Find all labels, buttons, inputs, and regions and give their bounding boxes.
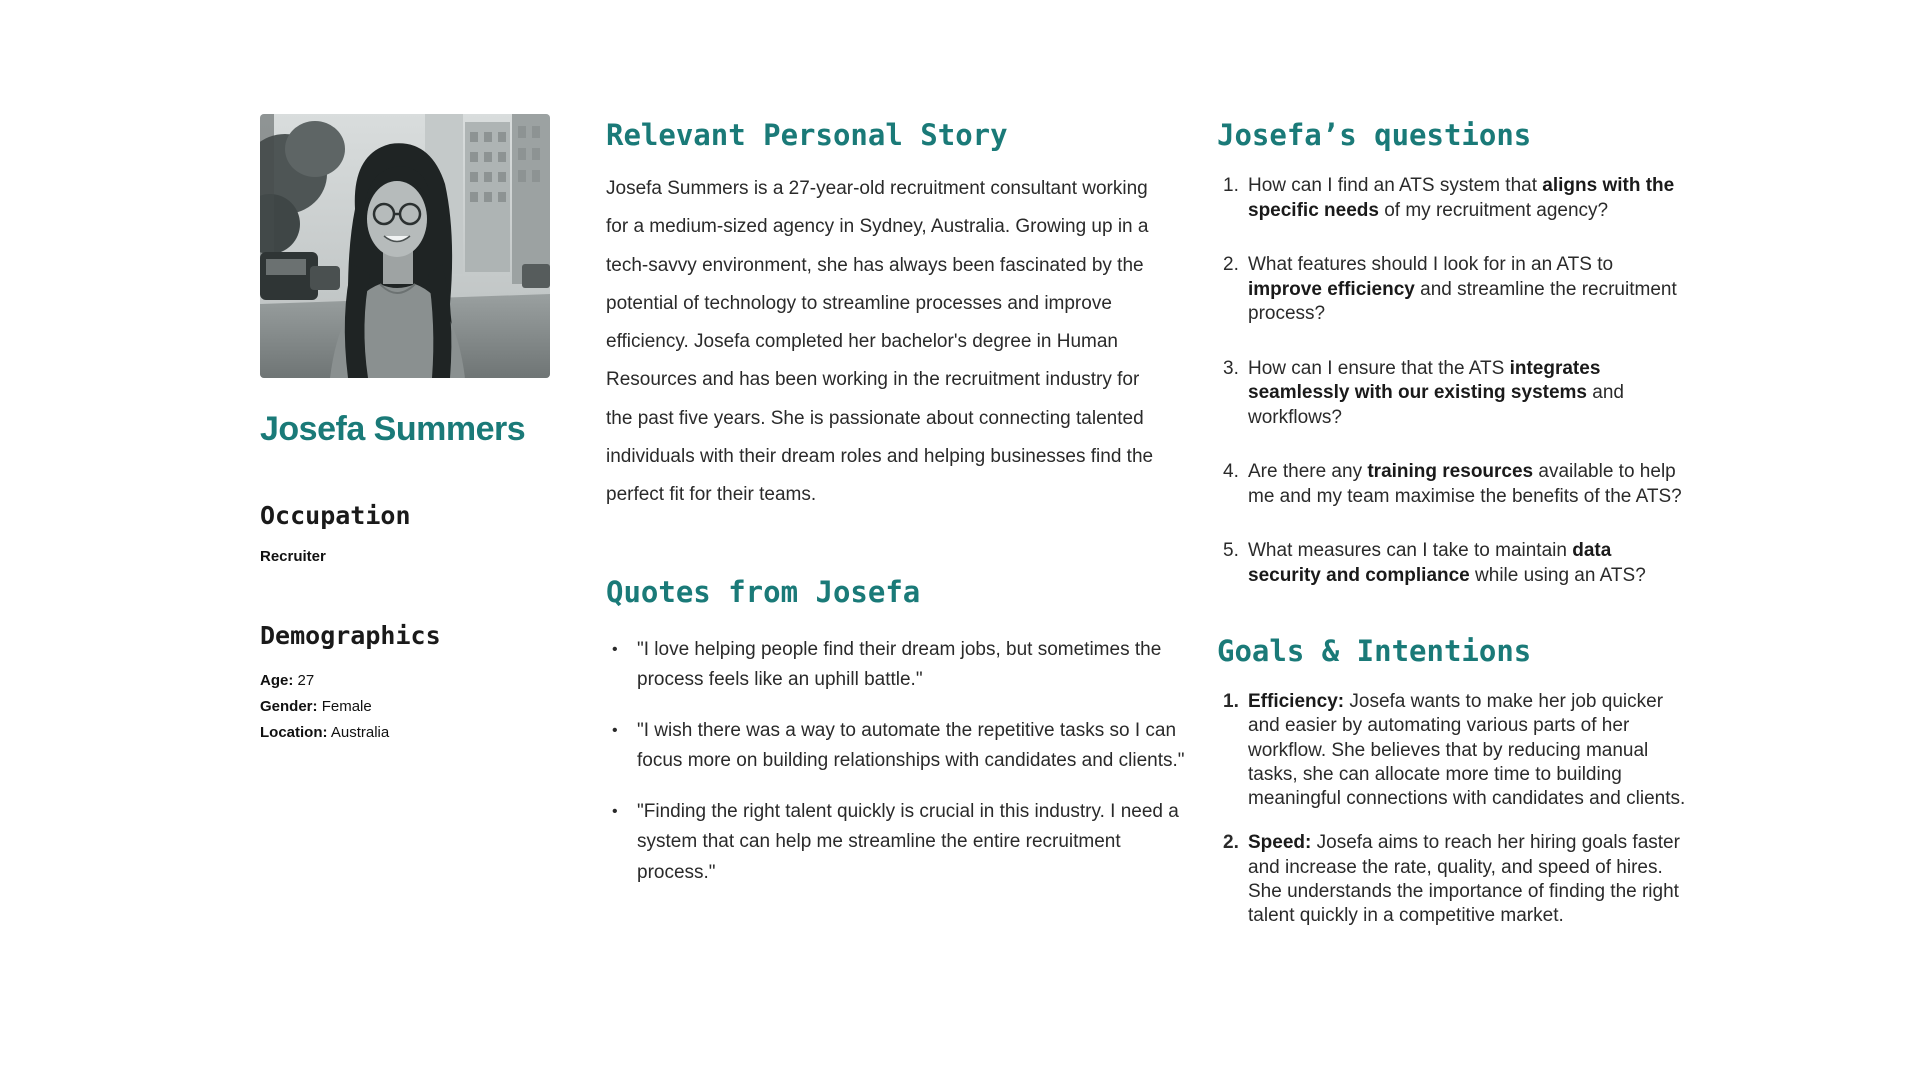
question-number: 3. xyxy=(1223,357,1239,379)
demographic-label: Age: xyxy=(260,672,294,689)
demographics-list xyxy=(260,668,560,746)
question-text: What features should I look for in an ATS to xyxy=(1248,254,1614,275)
demographics-heading: Demographics xyxy=(260,621,441,650)
question-text: available to help me and my team maximise the benefits of the ATS? xyxy=(1248,461,1682,507)
bullet-icon: • xyxy=(612,802,618,820)
question-text: How can I ensure that the ATS xyxy=(1248,357,1510,379)
story-quotes-column xyxy=(606,118,1185,908)
persona-sidebar xyxy=(260,114,560,746)
persona-photo xyxy=(260,114,550,378)
demographic-value: Australia xyxy=(330,724,390,741)
occupation-heading: Occupation xyxy=(260,501,411,530)
quote-item xyxy=(606,716,1197,777)
questions-goals-column xyxy=(1217,118,1687,949)
goal-item xyxy=(1217,831,1688,928)
demographic-location xyxy=(260,720,560,746)
question-number: 2. xyxy=(1223,254,1239,275)
question-emphasis: integrates seamlessly with our existing systems xyxy=(1248,357,1601,403)
quote-item xyxy=(606,797,1197,889)
questions-heading: Josefa’s questions xyxy=(1217,118,1532,152)
question-emphasis: training resources xyxy=(1367,461,1534,482)
question-item xyxy=(1217,174,1688,223)
bullet-icon: • xyxy=(612,721,618,739)
question-text: and workflows? xyxy=(1248,382,1624,428)
demographic-age xyxy=(260,668,560,694)
bullet-icon: • xyxy=(612,640,618,658)
question-item xyxy=(1217,460,1688,509)
question-text: Are there any xyxy=(1248,461,1368,482)
quote-text: "I wish there was a way to automate the repetitive tasks so I can focus more on building relationships with candidates and clients." xyxy=(637,719,1185,772)
quote-text: "Finding the right talent quickly is crucial in this industry. I need a system that can help me streamline the entire recruitment process." xyxy=(637,800,1179,883)
demographic-value: 27 xyxy=(297,672,315,689)
goal-text: Josefa wants to make her job quicker and easier by automating various parts of her workflow. She believes that by reducing manual tasks, she can allocate more time to building meaningful connections with candidates and clients. xyxy=(1248,691,1686,810)
persona-name: Josefa Summers xyxy=(260,410,526,448)
question-item xyxy=(1217,253,1688,327)
question-emphasis: improve efficiency xyxy=(1248,278,1415,300)
question-emphasis: data security and compliance xyxy=(1248,540,1612,586)
question-item xyxy=(1217,539,1688,588)
quotes-heading: Quotes from Josefa xyxy=(606,574,921,609)
question-emphasis: aligns with the specific needs xyxy=(1248,175,1675,221)
question-item xyxy=(1217,357,1688,431)
goal-number: 2. xyxy=(1223,832,1239,854)
question-text: What measures can I take to maintain xyxy=(1248,540,1573,561)
questions-list xyxy=(1217,174,1687,588)
demographic-label: Gender: xyxy=(260,698,318,715)
quote-item xyxy=(606,635,1197,696)
goal-item xyxy=(1217,690,1688,811)
question-text: while using an ATS? xyxy=(1469,564,1646,586)
quote-text: "I love helping people find their dream jobs, but sometimes the process feels like an uphill battle." xyxy=(637,638,1162,691)
question-text: of my recruitment agency? xyxy=(1378,199,1609,221)
question-number: 5. xyxy=(1223,540,1239,561)
story-text: Josefa Summers is a 27-year-old recruitment consultant working for a medium-sized agency in Sydney, Australia. Growing up in a tech-savvy environment, she has always been fascinated by the potential of technology to streamline processes and improve efficiency. Josefa completed her bachelor's degree in Human Resources and has been working in the recruitment industry for the past five years. She is passionate about connecting talented individuals with their dream roles and helping businesses find the perfect fit for their teams. xyxy=(606,178,1154,506)
goal-number: 1. xyxy=(1223,691,1239,712)
question-number: 4. xyxy=(1223,461,1239,482)
demographic-value: Female xyxy=(321,698,372,715)
quotes-list xyxy=(606,635,1185,889)
goals-list xyxy=(1217,690,1687,929)
goal-title: Efficiency: xyxy=(1248,691,1345,712)
occupation-value: Recruiter xyxy=(260,548,326,565)
question-text: How can I find an ATS system that xyxy=(1248,175,1543,196)
goal-title: Speed: xyxy=(1248,832,1312,854)
question-number: 1. xyxy=(1223,175,1239,196)
demographic-gender xyxy=(260,694,560,720)
goal-text: Josefa aims to reach her hiring goals faster and increase the rate, quality, and speed of hires. She understands the importance of finding the right talent quickly in a competitive market. xyxy=(1248,832,1680,927)
story-heading: Relevant Personal Story xyxy=(606,118,1008,152)
goals-heading: Goals & Intentions xyxy=(1217,634,1532,668)
question-text: and streamline the recruitment process? xyxy=(1248,278,1677,324)
demographic-label: Location: xyxy=(260,724,328,741)
portrait-image xyxy=(260,114,550,378)
